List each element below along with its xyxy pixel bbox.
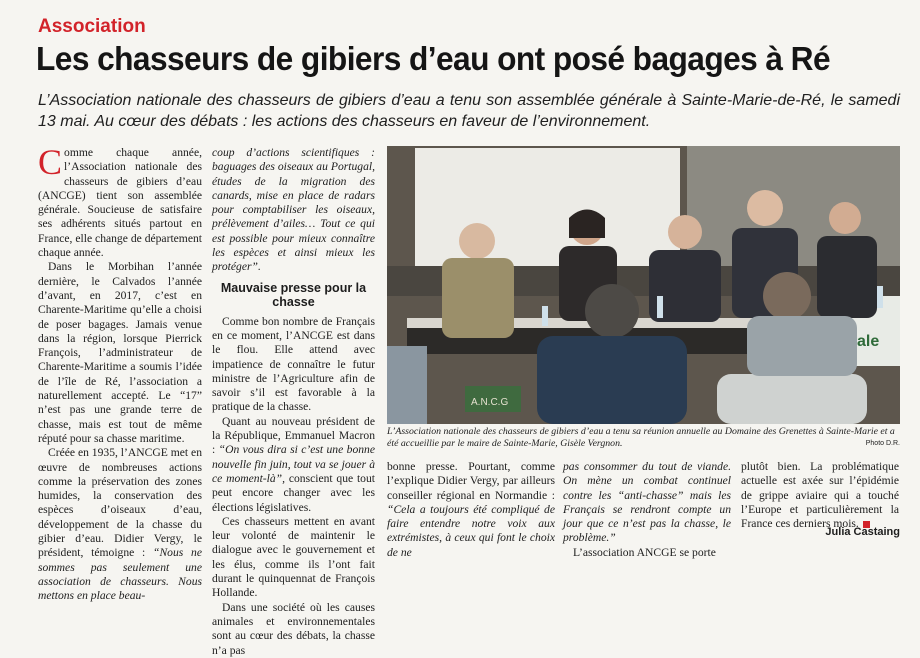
quote-text: “Cela a toujours été compliqué de faire entendre notre voix aux extrémistes, à ceux qui font le choix de ne [387, 502, 555, 559]
paragraph-text: Quant au nouveau président de la République, Emmanuel Macron : [212, 414, 375, 457]
caption-text: L’Association nationale des chasseurs de gibiers d’eau a tenu sa réunion annuelle au Domaine des Grenettes à Sainte-Marie et a été accueillie par le maire de Sainte-Marie, Gisèle Vergnon. [387, 426, 895, 449]
photo-credit: Photo D.R. [865, 440, 900, 447]
drop-cap: C [38, 142, 63, 182]
banner-text: ale [857, 333, 880, 350]
paragraph: Dans une société où les causes animales et environnementales sont au cœur des débats, la chasse n’a pas [212, 600, 375, 657]
section-label: Association [38, 16, 146, 37]
meeting-photo-illustration [387, 146, 900, 424]
headline: Les chasseurs de gibiers d’eau ont posé bagages à Ré [36, 40, 831, 77]
paragraph-text: conscient que tout peut encore changer avec les élections législatives. [212, 471, 375, 514]
paragraph-text: bonne presse. Pourtant, comme l’explique Didier Vergy, par ailleurs conseiller régional en Normandie : [387, 460, 555, 502]
byline: Julia Castaing [825, 526, 900, 538]
quote-continuation: coup d’actions scientifiques : baguages des oiseaux au Portugal, études de la migration des canards, mise en place de radars pour comptabiliser les oiseaux, prélèvement d’ailes… Tout ce qui est possible pour mieux connaître les espèces et ainsi mieux les protéger”. [212, 146, 375, 274]
column-4 [563, 460, 731, 560]
paragraph: L’association ANCGE se porte [573, 545, 716, 559]
photo [387, 146, 900, 424]
paragraph: Comme bon nombre de Français en ce moment, l’ANCGE est dans le flou. Elle attend avec impatience de connaître le futur ministre de l’Agriculture afin de savoir s’il est favorable à la pratique de la chasse. [212, 314, 375, 414]
paragraph-text: omme chaque année, l’Association nationale des chasseurs de gibiers d’eau (ANCGE) tient son assemblée générale. Soucieuse de satisfaire ses adhérents situés partout en France, elle change de département chaque année. [38, 146, 202, 260]
paragraph: Dans le Morbihan l’année dernière, le Calvados l’année d’avant, en 2017, c’est en Charente-Maritime qu’elle a choisi de poser bagages. Jamais venue dans la région, lorsque Pierrick François, l’administrateur de Charente-Maritime a soumis l’idée de l’île de Ré, l’association a naturellement accepté. Le “17” n’est pas une grande terre de chasse, mais est tout de même réputé pour sa chasse maritime. [38, 260, 202, 445]
sign-text: A.N.C.G [471, 397, 509, 408]
column-3 [387, 460, 555, 560]
paragraph-text: Créée en 1935, l’ANCGE met en œuvre de nombreuses actions comme la préservation des zones humides, la conservation des espèces d’oiseaux d’eau, développement de la chasse du gibier d’eau. Didier Vergy, le président, témoigne : [38, 446, 202, 560]
paragraph [38, 446, 202, 603]
photo-caption [387, 426, 900, 450]
paragraph [212, 415, 375, 515]
column-2 [212, 146, 375, 658]
column-5 [741, 460, 899, 531]
subheading: Mauvaise presse pour la chasse [220, 280, 367, 309]
paragraph [387, 460, 555, 560]
quote-continuation: pas consommer du tout de viande. On mène un combat continuel contre les “anti-chasse” mais les Français se rendront compte un jour que ce n’est pas la chasse, le problème.” [563, 460, 731, 545]
quote-text: “Nous ne sommes pas seulement une association de chasseurs. Nous mettons en place beau- [38, 546, 202, 603]
paragraph: Ces chasseurs mettent en avant leur volonté de maintenir le dialogue avec le gouvernement et les élus, comme ils l’ont fait durant le quinquennat de François Hollande. [212, 514, 375, 600]
paragraph-text: plutôt bien. La problématique actuelle est axée sur l’épidémie de grippe aviaire qui a touché l’Europe et particulièrement la France ces derniers mois. [741, 460, 899, 531]
paragraph [741, 460, 899, 531]
column-1 [38, 142, 202, 604]
lede: L’Association nationale des chasseurs de gibiers d’eau a tenu son assemblée générale à Sainte-Marie-de-Ré, le samedi 13 mai. Au cœur des débats : les actions des chasseurs en faveur de l’environnement. [38, 92, 900, 130]
paragraph [38, 142, 202, 260]
quote-text: “On vous dira si c’est une bonne nouvelle fin juin, tout va se jouer à ce moment-là”, [212, 443, 375, 485]
